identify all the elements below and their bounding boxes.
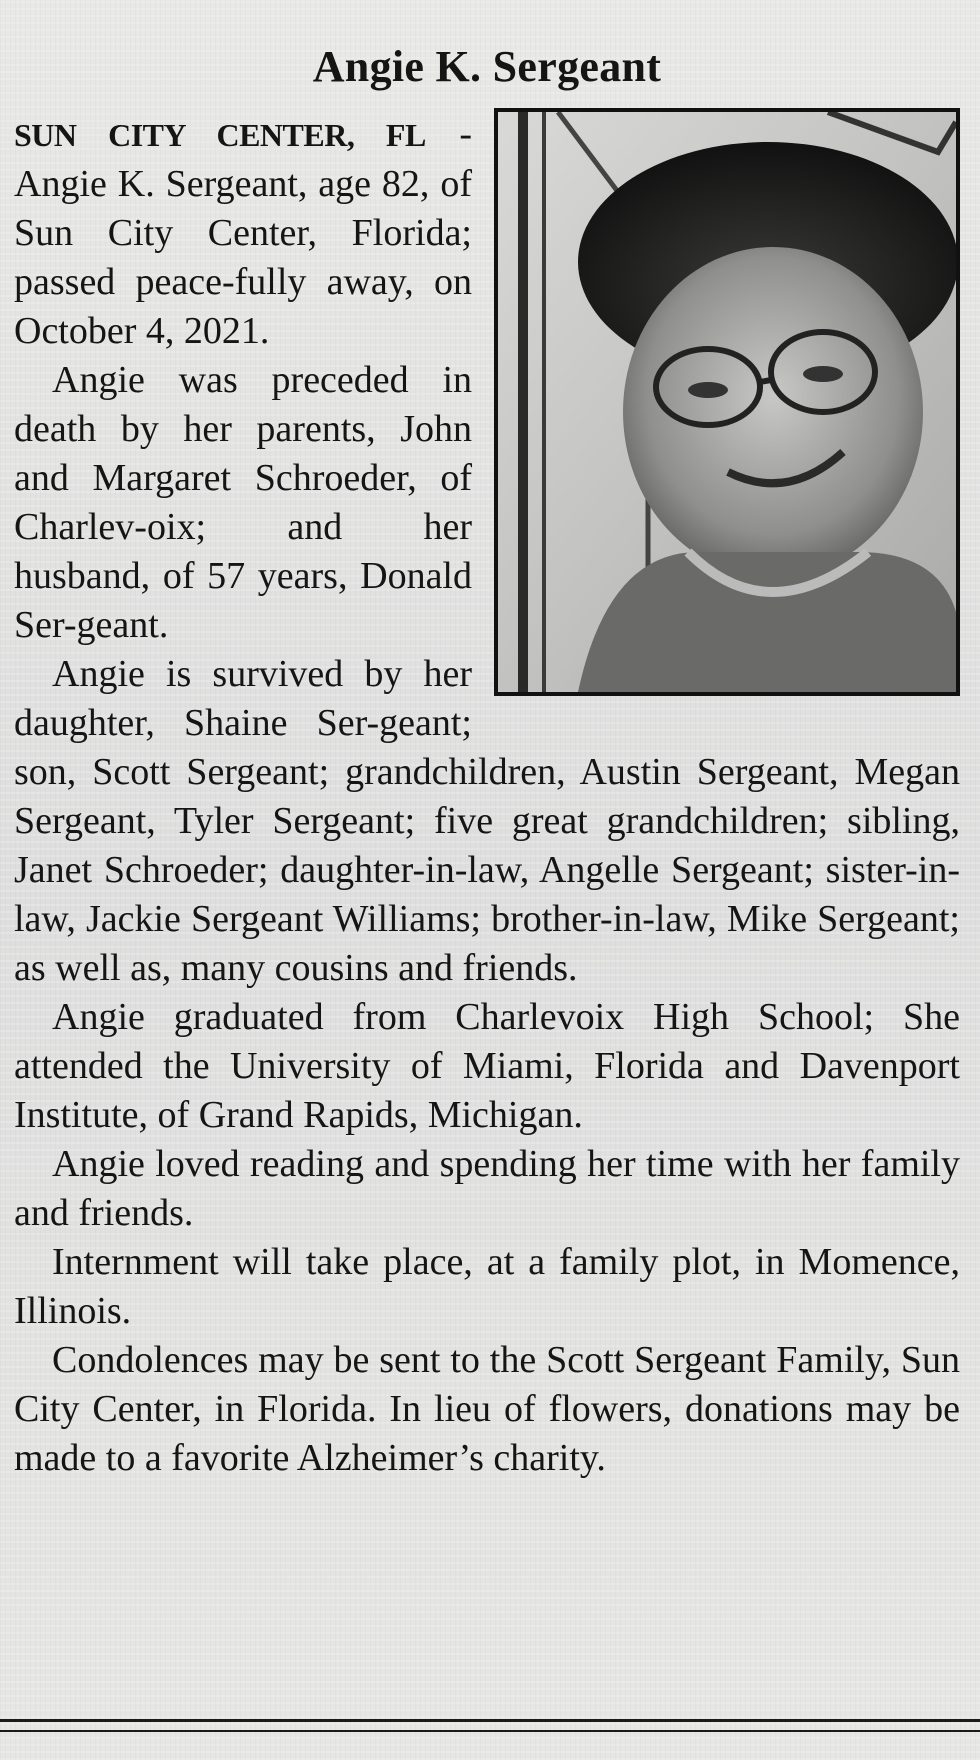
obituary-headline: Angie K. Sergeant	[312, 42, 662, 91]
bottom-rule-thin	[0, 1730, 980, 1732]
paragraph-education: Angie graduated from Charlevoix High School; She attended the University of Miami, Florida and Davenport Institute, of Grand Rapids, Michigan.	[14, 996, 960, 1136]
portrait-photo-image	[498, 112, 956, 692]
bottom-rule	[0, 1719, 980, 1722]
paragraph-interests: Angie loved reading and spending her time with her family and friends.	[14, 1143, 960, 1234]
paragraph-preceded: Angie was preceded in death by her parents, John and Margaret Schroeder, of Charlev-oix; and her husband, of 57 years, Donald Ser-geant.	[14, 359, 472, 646]
paragraph-survived: Angie is survived by her daughter, Shaine Ser-geant; son, Scott Sergeant; grandchildren, Austin Sergeant, Megan Sergeant, Tyler Sergeant; five great grandchildren; sibling, Janet Schroeder; daughter-in-law, Angelle Sergeant; sister-in-law, Jackie Sergeant Williams; brother-in-law, Mike Sergeant; as well as, many cousins and friends.	[14, 653, 960, 989]
portrait-photo	[494, 108, 960, 696]
lead-text: - Angie K. Sergeant, age 82, of Sun City Center, Florida; passed peace-fully away, on October 4, 2021.	[14, 113, 472, 352]
paragraph-condolences: Condolences may be sent to the Scott Sergeant Family, Sun City Center, in Florida. In lieu of flowers, donations may be made to a favorite Alzheimer’s charity.	[14, 1339, 960, 1479]
dateline: SUN CITY CENTER, FL	[14, 117, 426, 153]
obituary-body	[14, 110, 960, 1483]
paragraph-internment: Internment will take place, at a family plot, in Momence, Illinois.	[14, 1241, 960, 1332]
bottom-rules	[0, 1719, 980, 1740]
